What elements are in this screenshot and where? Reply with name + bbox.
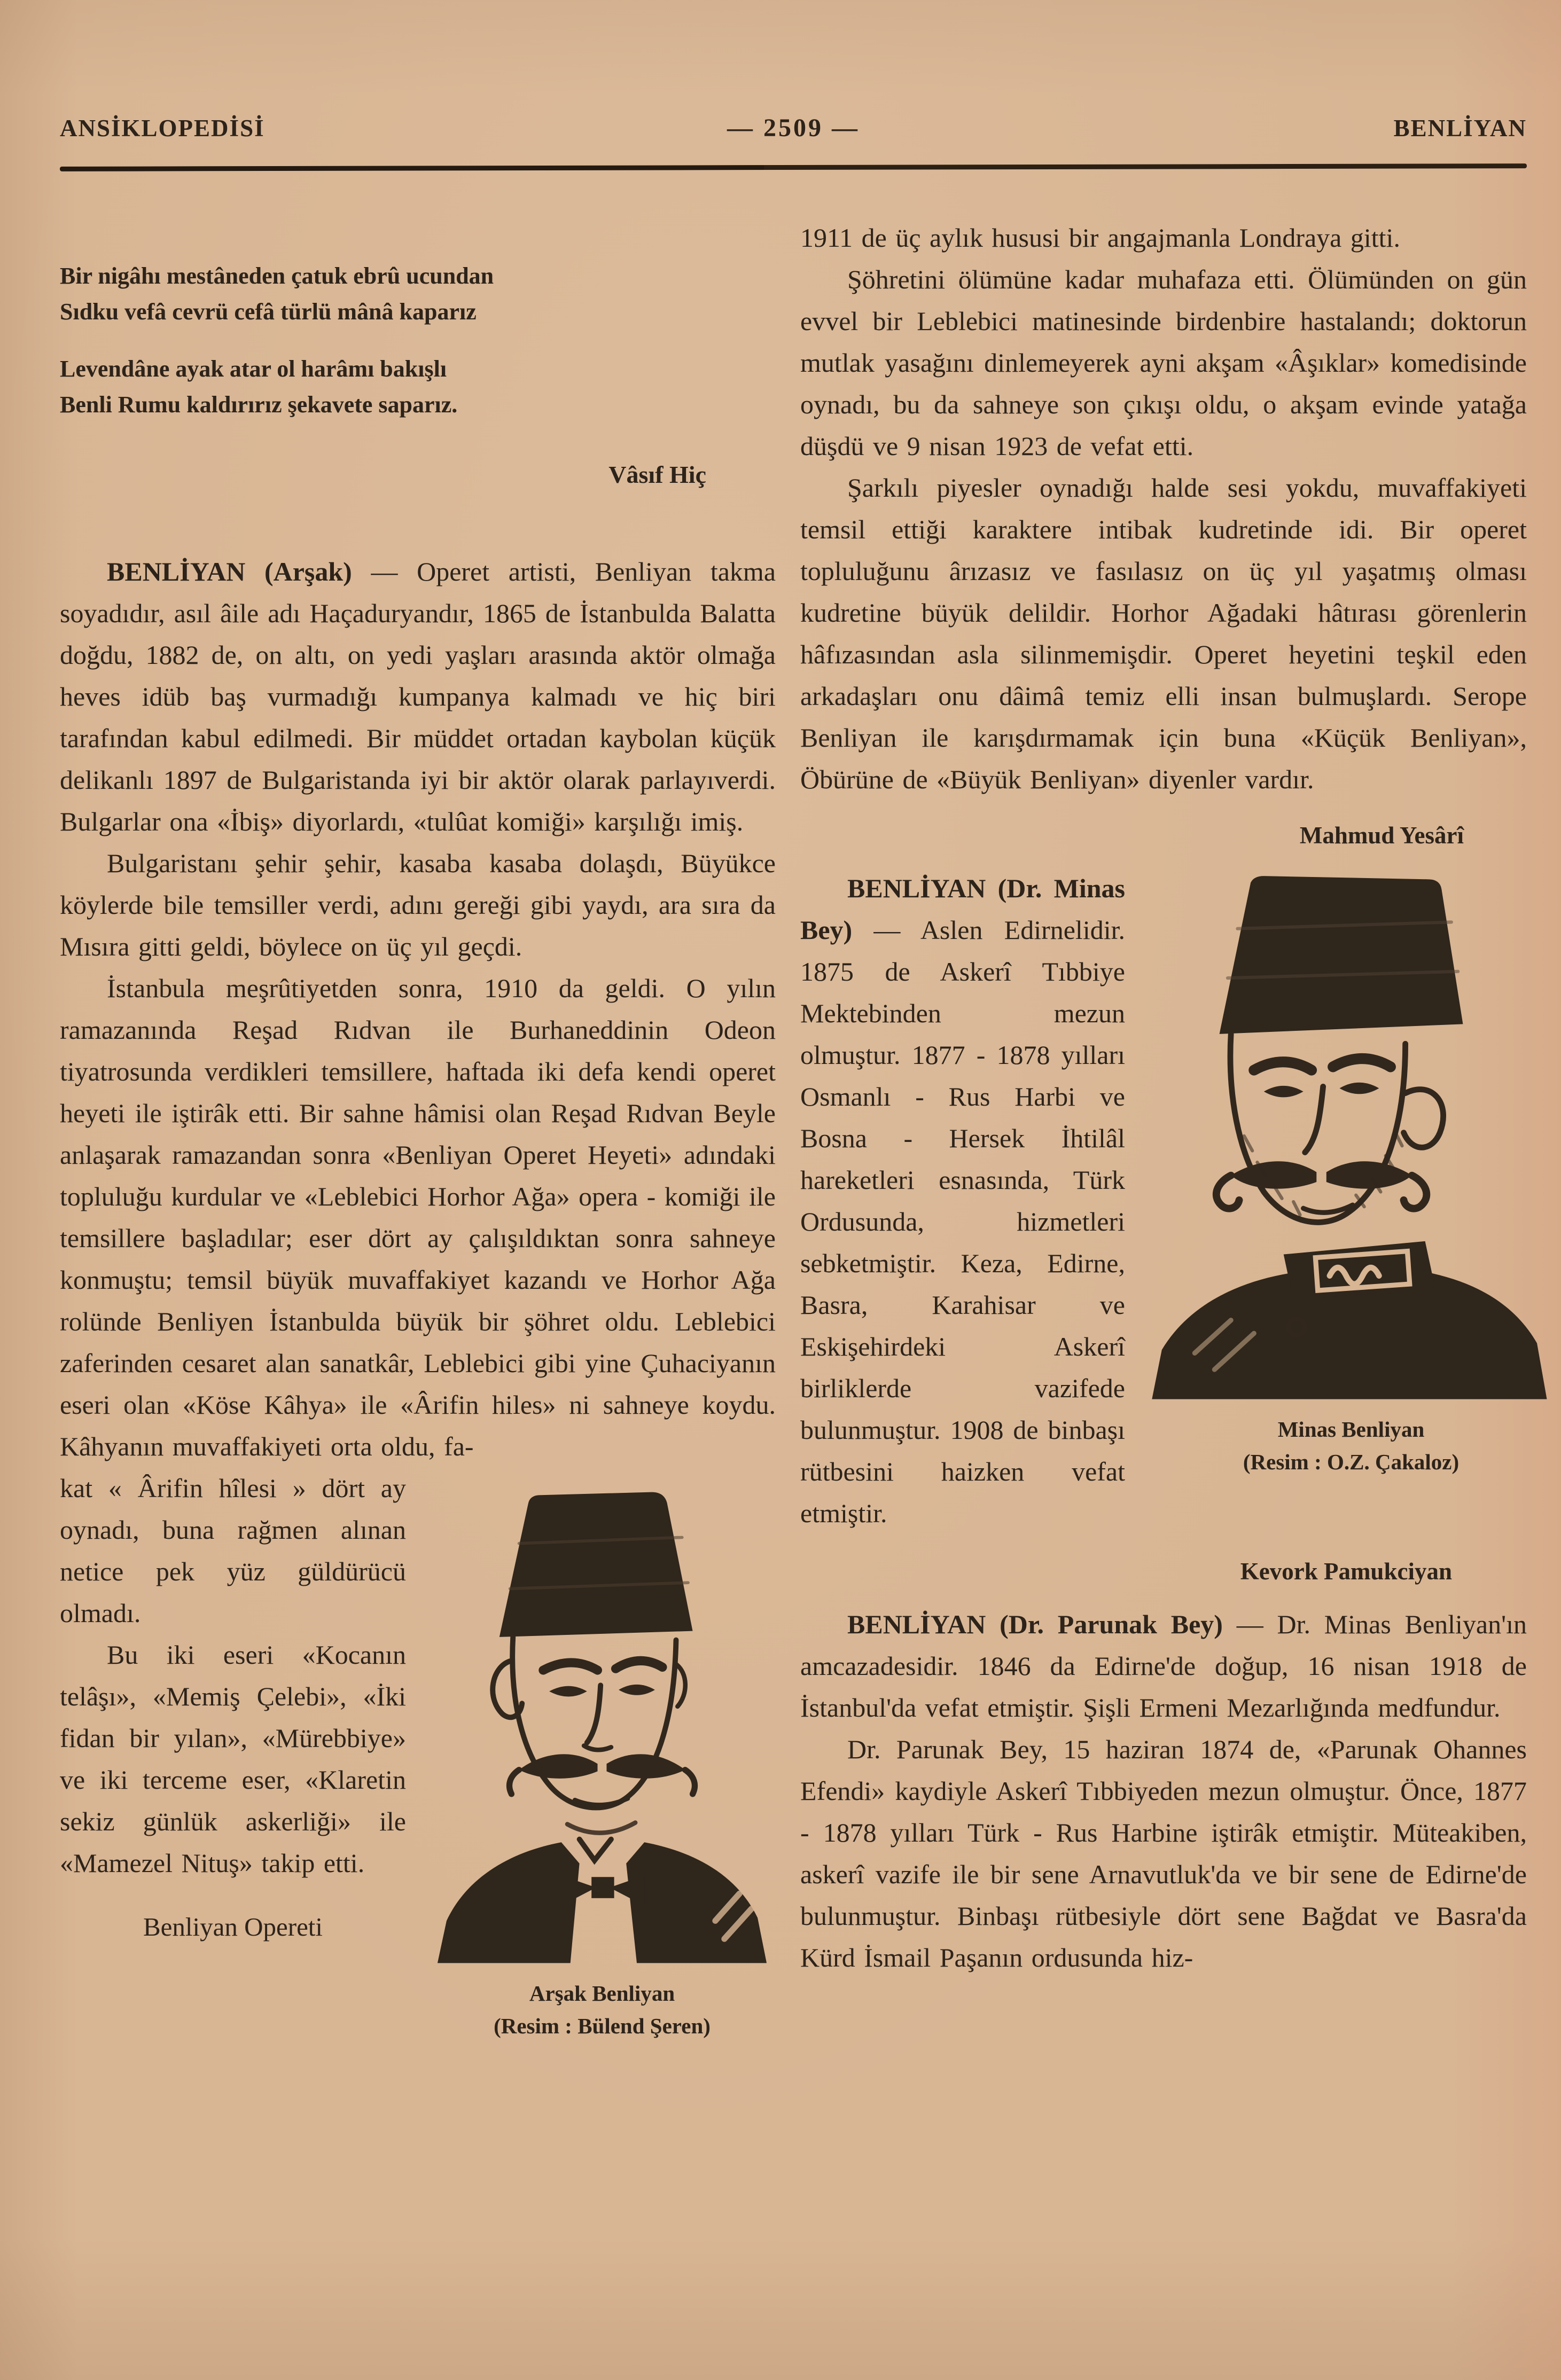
page-header [60,113,1527,143]
kalpak [1220,876,1463,1034]
right-eye [619,1685,655,1695]
right-eyebrow [615,1661,662,1669]
entry-arsak-paragraph-4: Bu iki eseri «Kocanın telâşı», «Memiş Çelebi», «İki fidan bir yılan», «Mürebbiye» ve iki terceme eser, «Klaretin sekiz günlük askerliği» ile «Mamezel Nituş» takip etti. [60,1640,406,1878]
mustache-right [1326,1161,1412,1188]
mustache-curl-left [1216,1176,1239,1209]
arsak-benliyan-portrait-illustration [428,1480,776,1963]
left-column [60,217,776,2053]
running-head-entry: BENLİYAN [1393,115,1527,142]
arsak-portrait-caption [428,1977,776,2043]
right-ear [676,1664,685,1706]
arsak-portrait-figure [428,1480,776,2042]
entry-parunak-paragraph-1 [800,1603,1527,1728]
bow-tie-left [561,1876,596,1906]
nostril [584,1746,611,1750]
entry-arsak-closing: Benliyan Opereti [143,1912,323,1942]
left-eye [1264,1086,1304,1098]
right-column [800,217,1527,2053]
minas-portrait-caption [1145,1413,1557,1479]
entry-minas-text: — Aslen Edirnelidir. 1875 de Askerî Tıbbiye Mektebinden mezun olmuştur. 1877 - 1878 yılları Osmanlı - Rus Harbi ve Bosna - Hersek İhtilâl hareketleri esnasında, Türk Ordusunda, hizmetleri sebketmiştir. Keza, Edirne, Basra, Karahisar ve Eskişehirdeki Askerî birliklerde vazifede bulunmuştur. 1908 de binbaşı rütbesini haizken vefat etmiştir. [800,915,1125,1528]
arsak-caption-name: Arşak Benliyan [529,1980,675,2006]
author-signature-kevork: Kevork Pamukciyan [1240,1558,1452,1585]
minas-caption-credit: (Resim : O.Z. Çakaloz) [1243,1450,1459,1475]
minas-caption-name: Minas Benliyan [1277,1416,1425,1442]
entry-parunak-headword: BENLİYAN (Dr. Parunak Bey) [847,1609,1223,1639]
mustache-right [606,1755,685,1779]
entry-arsak-paragraph-1 [60,551,776,842]
continuation-paragraph-2: Şöhretini ölümüne kadar muhafaza etti. Ölümünden on gün evvel bir Leblebici matinesinde birdenbire hastalandı; doktorun mutlak yasağını dinlemeyerek ayni akşam «Âşıklar» komedisinde oynadı, bu da sahneye son çıkışı oldu, o akşam evinde yatağa düşdü ve 9 nisan 1923 de vefat etti. [800,264,1527,461]
arsak-caption-credit: (Resim : Bülend Şeren) [494,2014,711,2039]
poem-stanza [60,259,776,330]
bow-tie-knot [591,1877,614,1899]
right-eyebrow [1333,1059,1391,1067]
poem-line: Benli Rumu kaldırırız şekavete saparız. [60,391,458,418]
left-shoulder [438,1843,580,1963]
fez [499,1492,693,1637]
chin [567,1823,635,1833]
poem-attribution: Vâsıf Hiç [608,460,706,488]
entry-parunak-paragraph-2: Dr. Parunak Bey, 15 haziran 1874 de, «Parunak Ohannes Efendi» kaydiyle Askerî Tıbbiyeden mezun olmuştur. Önce, 1877 - 1878 yılları Türk - Rus Harbine iştirâk etmiştir. Müteakiben, askerî vazife ile bir sene Arnavutluk'da ve bir sene de Edirne'de bulunmuştur. Binbaşı rütbesiyle dört sene Bağdat ve Basra'da Kürd İsmail Paşanın ordusunda hiz- [800,1734,1527,1972]
poem-line: Sıdku vefâ cevrü cefâ türlü mânâ kaparız [60,298,477,325]
shirt-collar [580,1839,611,1861]
two-column-body [60,217,1527,2053]
header-rule [60,163,1527,171]
left-eyebrow [1254,1062,1312,1070]
entry-arsak-text-1: — Operet artisti, Benliyan takma soyadıdır, asıl âile adı Haçaduryandır, 1865 de İstanbulda Balatta doğdu, 1882 de, on altı, on yedi yaşları arasında aktör olmağa heves idüb baş vurmadığı kumpanya kalmadı ve hiç biri tarafından kabul edilmedi. Bir müddet ortadan kaybolan küçük delikanlı 1897 de Bulgaristanda iyi bir aktör olarak parlayıverdi. Bulgarlar ona «İbiş» diyorlardı, «tulûat komiği» karşılığı imiş. [60,557,776,837]
entry-arsak-paragraph-3: İstanbula meşrûtiyetden sonra, 1910 da geldi. O yılın ramazanında Reşad Rıdvan ile Burhaneddinin Odeon tiyatrosunda verdikleri temsillere, haftada iki defa kendi operet heyeti ile iştirâk etti. Bir sahne hâmisi olan Reşad Rıdvan Beyle anlaşarak ramazandan sonra «Benliyan Operet Heyeti» adındaki topluluğu kurdular ve «Leblebici Horhor Ağa» opera - komiği ile temsillere başladılar; eser dört ay çalışıldıktan sonra sahneye konmuştu; temsil büyük muvaffakiyet kazandı ve Horhor Ağa rolünde Benliyen İstanbulda büyük bir şöhret oldu. Leblebici zaferinden cesaret alan sanatkâr, Leblebici gibi yine Çuhaciyanın eseri olan «Köse Kâhya» ile «Ârifin hiles» ni sahneye koydu. Kâhyanın muvaffakiyeti orta oldu, fa- [60,973,776,1462]
right-shoulder [626,1843,767,1963]
entry-minas-headword: BENLİYAN (Dr. Minas Bey) [800,873,1125,945]
entry-arsak-paragraph-2: Bulgaristanı şehir şehir, kasaba kasaba dolaşdı, Büyükce köylerde bile temsiller verdi, adını gereği gibi yaydı, ara sıra da Mısıra gitti geldi, böylece on üç yıl geçdi. [60,848,776,962]
entry-parunak-text-1: — Dr. Minas Benliyan'ın amcazadesidir. 1846 da Edirne'de doğup, 16 nisan 1918 de İstanbul'da vefat etmiştir. Şişli Ermeni Mezarlığında medfundur. [800,1609,1527,1723]
author-signature-yesari: Mahmud Yesârî [1299,822,1464,849]
nose [587,1686,600,1743]
left-eyebrow [543,1663,598,1670]
right-eye [1339,1083,1379,1094]
minas-benliyan-portrait-illustration [1145,873,1557,1399]
bow-tie-right [610,1876,644,1906]
nose [1305,1086,1323,1152]
entry-arsak-paragraph-3-wrap: kat « Ârifin hîlesi » dört ay oynadı, buna rağmen alınan netice pek yüz güldürücü olmadı. [60,1473,406,1629]
entry-arsak-headword: BENLİYAN (Arşak) [107,557,352,587]
poem-stanza [60,351,776,423]
mustache-tip-left [510,1770,519,1794]
poem-line: Bir nigâhı mestâneden çatuk ebrû ucundan [60,263,494,289]
continuation-paragraph-3: Şarkılı piyesler oynadığı halde sesi yokdu, muvaffakiyeti temsil ettiği karaktere intibak kudretinde idi. Bir operet topluluğunu ârızasız ve fasılasız on üç yıl yaşatmış olması kudretine büyük delildir. Horhor Ağadaki hâtırası görenlerin hâfızasından asla silinmemişdir. Operet heyetini teşkil eden arkadaşları onu dâimâ temiz elli insan bulmuşlardı. Serope Benliyan ile karışdırmamak için buna «Küçük Benliyan», Öbürüne de «Büyük Benliyan» diyenler vardır. [800,473,1527,794]
publication-title: ANSİKLOPEDİSİ [60,115,265,142]
epigraph-poem [60,259,776,493]
page-number: — 2509 — [727,114,860,142]
minas-portrait-figure [1145,873,1557,1479]
continuation-paragraph-1: 1911 de üç aylık hususi bir angajmanla Londraya gitti. [800,223,1400,253]
right-ear [1404,1090,1443,1148]
mustache-curl-right [1404,1176,1427,1209]
left-eye [549,1686,587,1697]
mustache-tip-right [685,1770,694,1794]
poem-line: Levendâne ayak atar ol harâmı bakışlı [60,355,447,382]
